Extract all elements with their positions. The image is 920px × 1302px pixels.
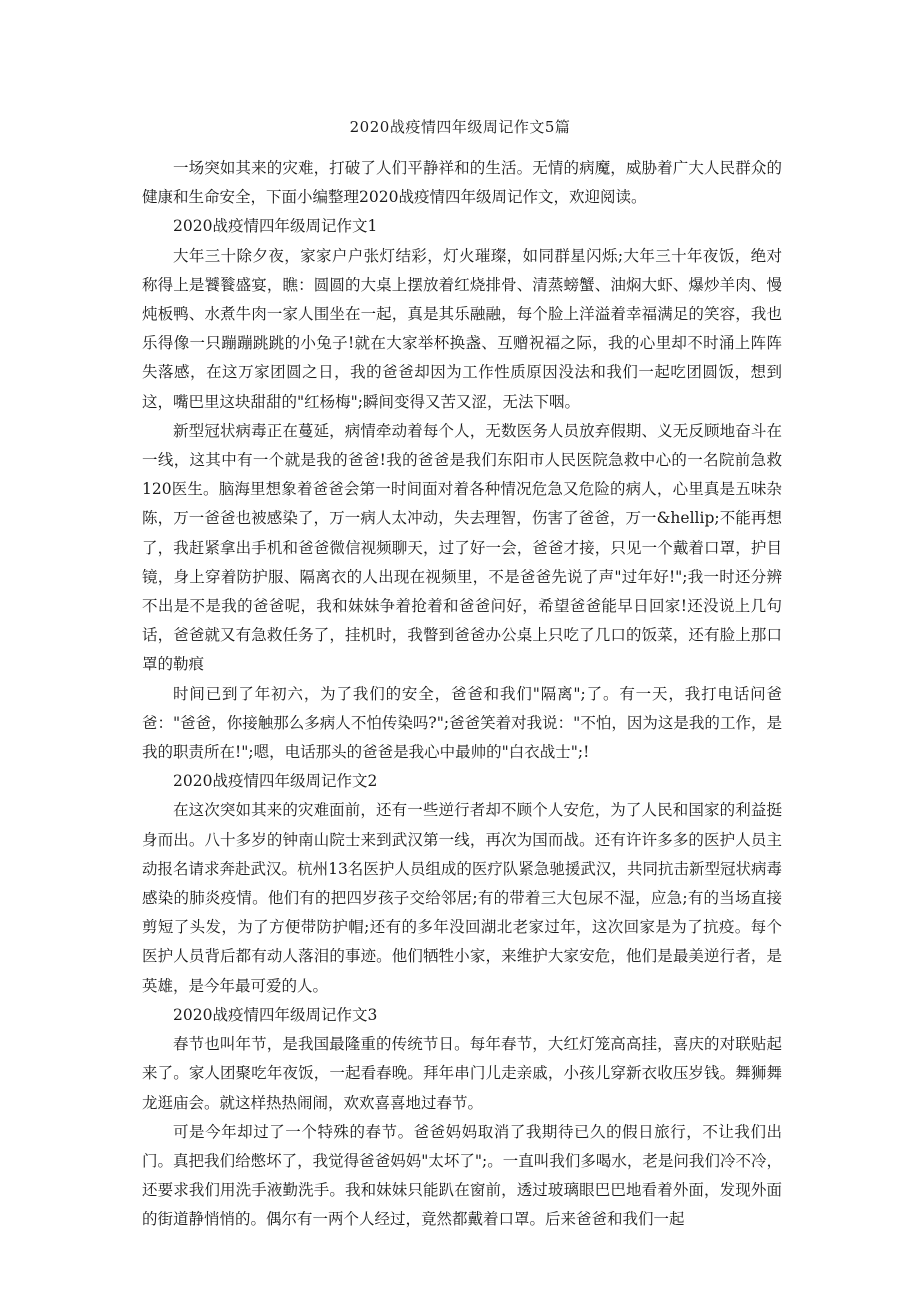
paragraph: 春节也叫年节，是我国最隆重的传统节日。每年春节，大红灯笼高高挂，喜庆的对联贴起来了。家人团聚吃年夜饭，一起看春晚。拜年串门儿走亲戚，小孩儿穿新衣收压岁钱。舞狮舞龙逛庙会。就这样热热闹闹，欢欢喜喜地过春节。 xyxy=(142,1035,782,1112)
paragraph: 大年三十除夕夜，家家户户张灯结彩，灯火璀璨，如同群星闪烁;大年三十年夜饭，绝对称得上是饕餮盛宴，瞧：圆圆的大桌上摆放着红烧排骨、清蒸螃蟹、油焖大虾、爆炒羊肉、慢炖板鸭、水煮牛肉一家人围坐在一起，真是其乐融融，每个脸上洋溢着幸福满足的笑容，我也乐得像一只蹦蹦跳跳的小兔子!就在大家举杯换盏、互赠祝福之际，我的心里却不时涌上阵阵失落感，在这万家团圆之日，我的爸爸却因为工作性质原因没法和我们一起吃团圆饭，想到这，嘴巴里这块甜甜的"红杨梅";瞬间变得又苦又涩，无法下咽。 xyxy=(142,246,782,411)
paragraph: 可是今年却过了一个特殊的春节。爸爸妈妈取消了我期待已久的假日旅行，不让我们出门。真把我们给憋坏了，我觉得爸爸妈妈"太坏了";。一直叫我们多喝水，老是问我们冷不冷，还要求我们用洗手液勤洗手。我和妹妹只能趴在窗前，透过玻璃眼巴巴地看着外面，发现外面的街道静悄悄的。偶尔有一两个人经过，竟然都戴着口罩。后来爸爸和我们一起 xyxy=(142,1122,782,1229)
paragraph: 时间已到了年初六，为了我们的安全，爸爸和我们"隔离";了。有一天，我打电话问爸爸："爸爸，你接触那么多病人不怕传染吗?";爸爸笑着对我说："不怕，因为这是我的工作，是我的职责所在!";嗯，电话那头的爸爸是我心中最帅的"白衣战士";! xyxy=(142,684,782,762)
section-heading: 2020战疫情四年级周记作文1 xyxy=(173,217,378,236)
section-heading: 2020战疫情四年级周记作文3 xyxy=(173,1005,378,1024)
paragraph: 一场突如其来的灾难，打破了人们平静祥和的生活。无情的病魔，威胁着广大人民群众的健康和生命安全，下面小编整理2020战疫情四年级周记作文，欢迎阅读。 xyxy=(142,159,782,207)
document-body xyxy=(142,154,782,1235)
section-heading: 2020战疫情四年级周记作文2 xyxy=(173,772,378,791)
document-title: 2020战疫情四年级周记作文5篇 xyxy=(349,118,571,136)
paragraph: 在这次突如其来的灾难面前，还有一些逆行者却不顾个人安危，为了人民和国家的利益挺身而出。八十多岁的钟南山院士来到武汉第一线，再次为国而战。还有许许多多的医护人员主动报名请求奔赴武汉。杭州13名医护人员组成的医疗队紧急驰援武汉，共同抗击新型冠状病毒感染的肺炎疫情。他们有的把四岁孩子交给邻居;有的带着三大包尿不湿，应急;有的当场直接剪短了头发，为了方便带防护帽;还有的多年没回湖北老家过年，这次回家是为了抗疫。每个医护人员背后都有动人落泪的事迹。他们牺牲小家，来维护大家安危，他们是最美逆行者，是英雄，是今年最可爱的人。 xyxy=(142,801,782,995)
paragraph: 新型冠状病毒正在蔓延，病情牵动着每个人，无数医务人员放弃假期、义无反顾地奋斗在一线，这其中有一个就是我的爸爸!我的爸爸是我们东阳市人民医院急救中心的一名院前急救120医生。脑海里想象着爸爸会第一时间面对着各种情况危急又危险的病人，心里真是五味杂陈，万一爸爸也被感染了，万一病人太冲动，失去理智，伤害了爸爸，万一&hellip;不能再想了，我赶紧拿出手机和爸爸微信视频聊天，过了好一会，爸爸才接，只见一个戴着口罩，护目镜，身上穿着防护服、隔离衣的人出现在视频里，不是爸爸先说了声"过年好!";我一时还分辨不出是不是我的爸爸呢，我和妹妹争着抢着和爸爸问好，希望爸爸能早日回家!还没说上几句话，爸爸就又有急救任务了，挂机时，我瞥到爸爸办公桌上只吃了几口的饭菜，还有脸上那口罩的勒痕 xyxy=(142,421,782,674)
